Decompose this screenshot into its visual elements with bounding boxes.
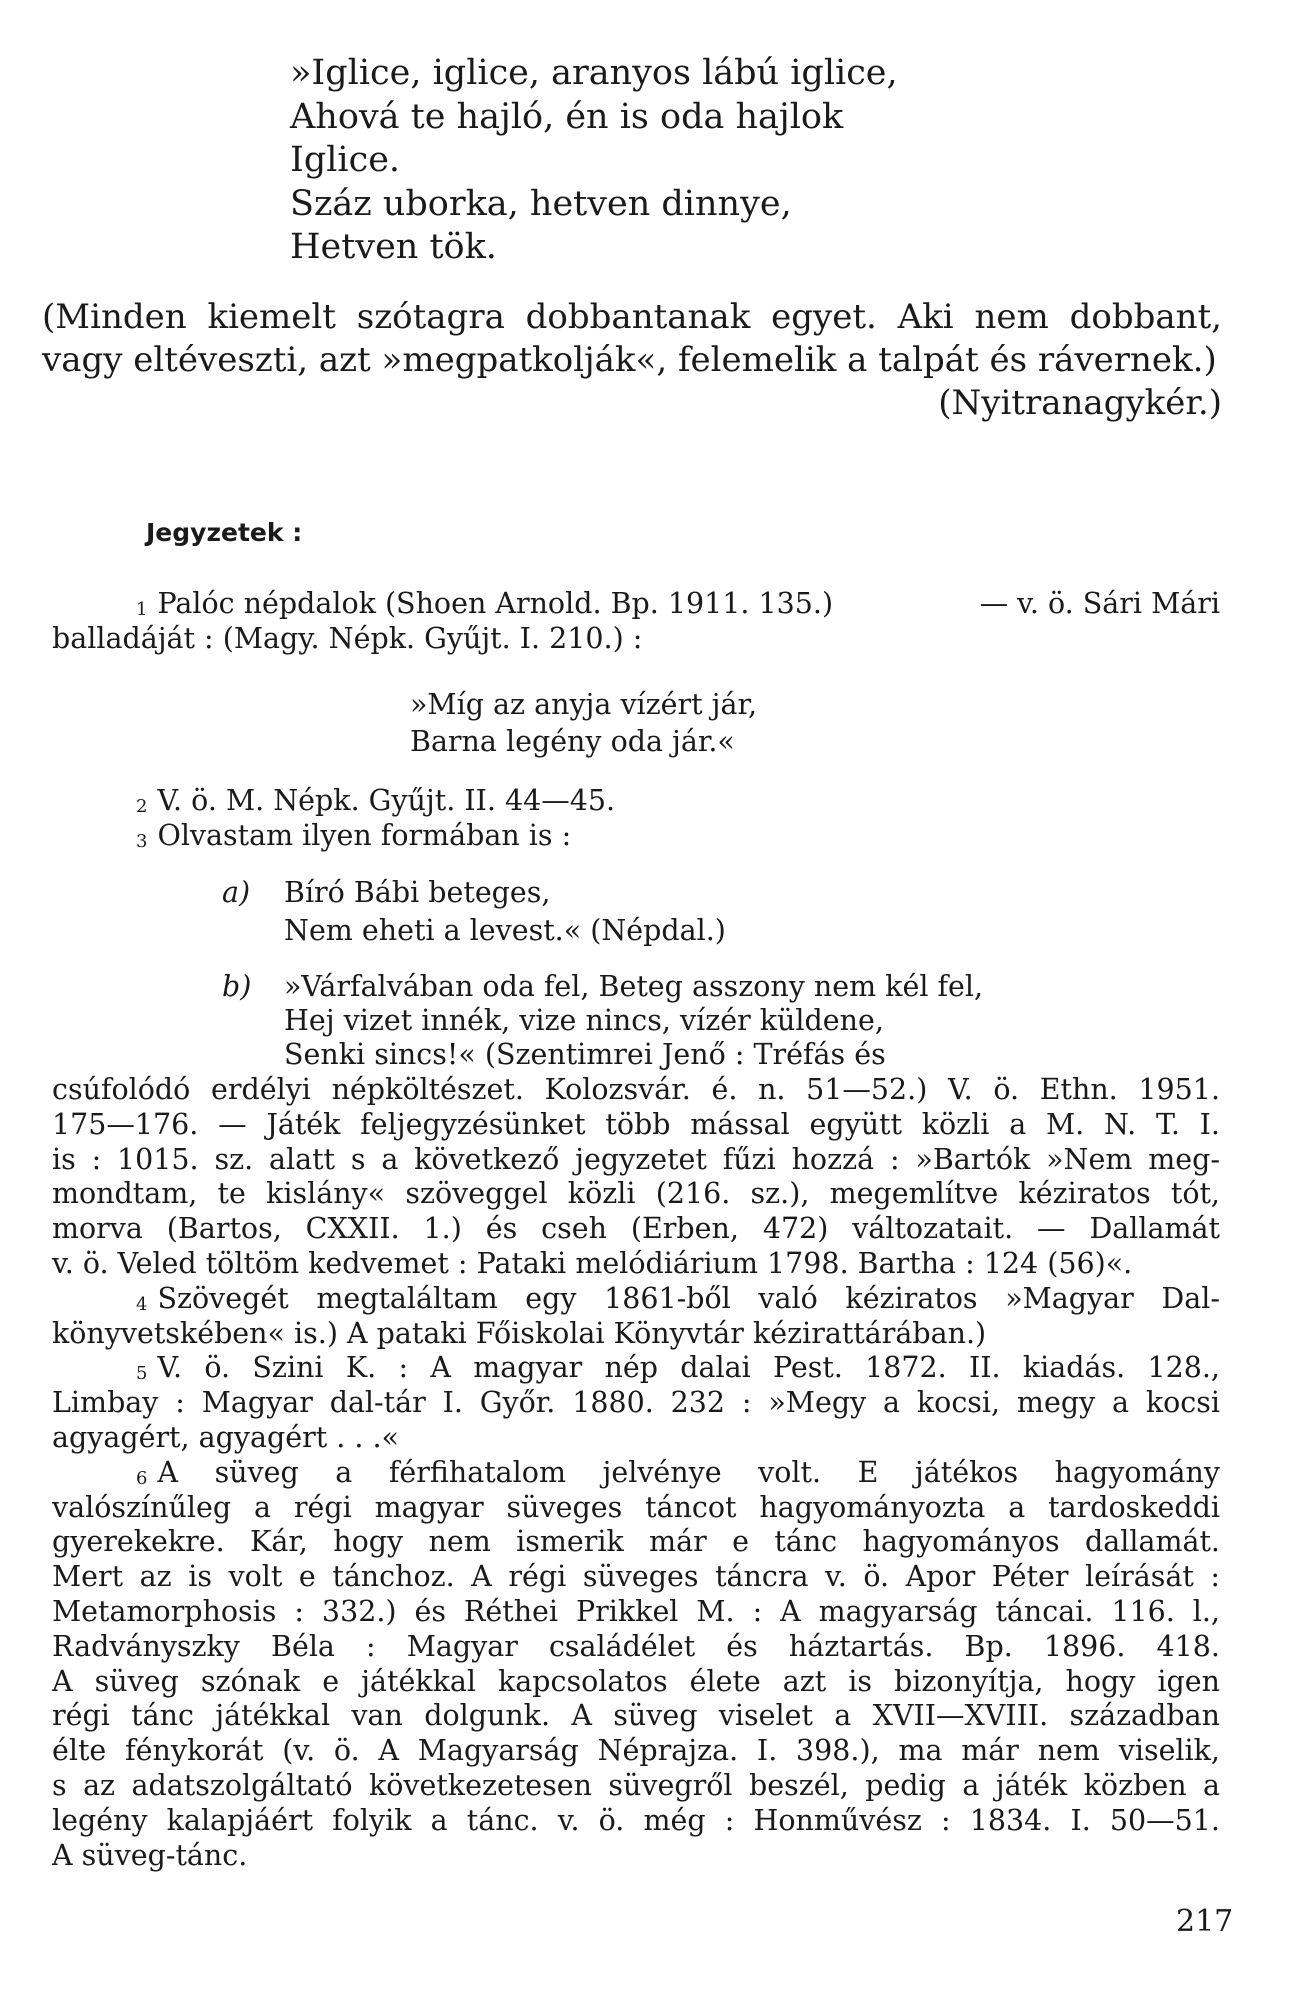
variant-label: b) bbox=[222, 970, 252, 1003]
text-line: A süveg szónak e játékkal kapcsolatos élete azt is bizonyítja, hogy igen bbox=[52, 1664, 1220, 1698]
variant-b bbox=[222, 970, 983, 1072]
text-line: könyvetskében« is.) A pataki Főiskolai Könyvtár kézirattárában.) bbox=[52, 1316, 987, 1350]
footnote-5 bbox=[52, 1351, 1220, 1386]
text-line: agyagért, agyagért . . .« bbox=[52, 1420, 399, 1454]
poem bbox=[290, 52, 898, 270]
verse-line: »Míg az anyja vízért jár, bbox=[410, 688, 758, 721]
text-line: élte fénykorát (v. ö. A Magyarság Néprajza. I. 398.), ma már nem viselik, bbox=[52, 1734, 1220, 1768]
footnote-1 bbox=[52, 586, 1220, 656]
footnote-number: 4 bbox=[136, 1293, 148, 1315]
text-line: csúfolódó erdélyi népköltészet. Kolozsvár. é. n. 51—52.) V. ö. Ethn. 1951. bbox=[52, 1073, 1220, 1106]
verse-line: Barna legény oda jár.« bbox=[410, 725, 735, 758]
text-line: is : 1015. sz. alatt s a következő jegyzetet fűzi hozzá : »Bartók »Nem meg- bbox=[52, 1142, 1220, 1176]
footnote-4 bbox=[52, 1282, 1220, 1317]
text-line: valószínűleg a régi magyar süveges táncot hagyományozta a tardoskeddi bbox=[52, 1490, 1220, 1524]
footnote-text: V. ö. M. Népk. Gyűjt. II. 44—45. bbox=[157, 784, 616, 817]
verse-line: Hej vizet innék, vize nincs, vízér küldene, bbox=[284, 1004, 884, 1037]
footnote-number: 3 bbox=[136, 831, 148, 852]
variant-label: a) bbox=[222, 876, 251, 909]
text-line: legény kalapjáért folyik a tánc. v. ö. még : Honművész : 1834. I. 50—51. bbox=[52, 1803, 1220, 1837]
footnote-number: 5 bbox=[136, 1363, 148, 1385]
poem-line: Ahová te hajló, én is oda hajlok bbox=[290, 96, 844, 137]
instruction-location: (Nyitranagykér.) bbox=[938, 383, 1222, 423]
text-line: A süveg a férfihatalom jelvénye volt. E játékos hagyomány bbox=[157, 1455, 1220, 1489]
text-line: Mert az is volt e tánchoz. A régi süveges táncra v. ö. Apor Péter leírását : bbox=[52, 1560, 1220, 1594]
poem-line: »Iglice, iglice, aranyos lábú iglice, bbox=[290, 53, 898, 93]
poem-line: Száz uborka, hetven dinnye, bbox=[290, 183, 792, 224]
footnote-number: 2 bbox=[136, 796, 148, 817]
text-line: Szövegét megtaláltam egy 1861-ből való kéziratos »Magyar Dal- bbox=[157, 1281, 1220, 1315]
footnote-text: Olvastam ilyen formában is : bbox=[157, 819, 572, 852]
text-line: 175—176. — Játék feljegyzésünket több mással együtt közli a M. N. T. I. bbox=[52, 1107, 1220, 1141]
footnote-number: 6 bbox=[136, 1467, 148, 1489]
footnote-text: balladáját : (Magy. Népk. Gyűjt. I. 210.) : bbox=[52, 622, 643, 655]
footnote-number: 1 bbox=[136, 599, 148, 620]
text-line: mondtam, te kislány« szöveggel közli (216. sz.), megemlítve kéziratos tót, bbox=[52, 1177, 1220, 1211]
verse-line: Senki sincs!« (Szentimrei Jenő : Tréfás és bbox=[284, 1038, 886, 1071]
footnote-text: — v. ö. Sári Mári bbox=[979, 587, 1220, 620]
footnote-3 bbox=[52, 818, 1294, 853]
footnote-6 bbox=[52, 1456, 1220, 1491]
text-line: morva (Bartos, CXXII. 1.) és cseh (Erben, 472) változatait. — Dallamát bbox=[52, 1212, 1220, 1246]
page-number: 217 bbox=[1176, 1904, 1234, 1939]
footnote-2 bbox=[52, 783, 1294, 818]
footnote-text: Palóc népdalok (Shoen Arnold. Bp. 1911. 135.) bbox=[157, 587, 834, 620]
poem-line: Iglice. bbox=[290, 140, 401, 180]
footnote-1-verse bbox=[410, 686, 757, 760]
text-line: V. ö. Szini K. : A magyar nép dalai Pest. 1872. II. kiadás. 128., bbox=[157, 1351, 1220, 1385]
poem-line: Hetven tök. bbox=[290, 227, 497, 267]
text-line: Limbay : Magyar dal-tár I. Győr. 1880. 232 : »Megy a kocsi, megy a kocsi bbox=[52, 1386, 1220, 1420]
footnotes-body bbox=[52, 1073, 1220, 1873]
text-line: v. ö. Veled töltöm kedvemet : Pataki melódiárium 1798. Bartha : 124 (56)«. bbox=[52, 1246, 1133, 1280]
text-line: gyerekekre. Kár, hogy nem ismerik már e tánc hagyományos dallamát. bbox=[52, 1525, 1220, 1559]
instruction-text: (Minden kiemelt szótagra dobbantanak egyet. Aki nem dobbant, vagy eltéveszti, azt »megpatkolják«, felemelik a talpát és rávernek.) bbox=[42, 297, 1222, 380]
text-line: A süveg-tánc. bbox=[52, 1838, 248, 1872]
text-line: Metamorphosis : 332.) és Réthei Prikkel M. : A magyarság táncai. 116. l., bbox=[52, 1594, 1220, 1628]
verse-line: Nem eheti a levest.« (Népdal.) bbox=[284, 914, 726, 947]
text-line: s az adatszolgáltató következetesen süvegről beszél, pedig a játék közben a bbox=[52, 1768, 1220, 1802]
variant-a bbox=[222, 874, 726, 950]
notes-heading: Jegyzetek : bbox=[146, 518, 303, 547]
text-line: Radványszky Béla : Magyar családélet és háztartás. Bp. 1896. 418. bbox=[52, 1629, 1220, 1663]
verse-line: Bíró Bábi beteges, bbox=[284, 876, 551, 909]
text-line: régi tánc játékkal van dolgunk. A süveg viselet a XVII—XVIII. században bbox=[52, 1699, 1220, 1733]
verse-line: »Várfalvában oda fel, Beteg asszony nem kél fel, bbox=[284, 970, 984, 1003]
game-instruction bbox=[42, 296, 1222, 425]
